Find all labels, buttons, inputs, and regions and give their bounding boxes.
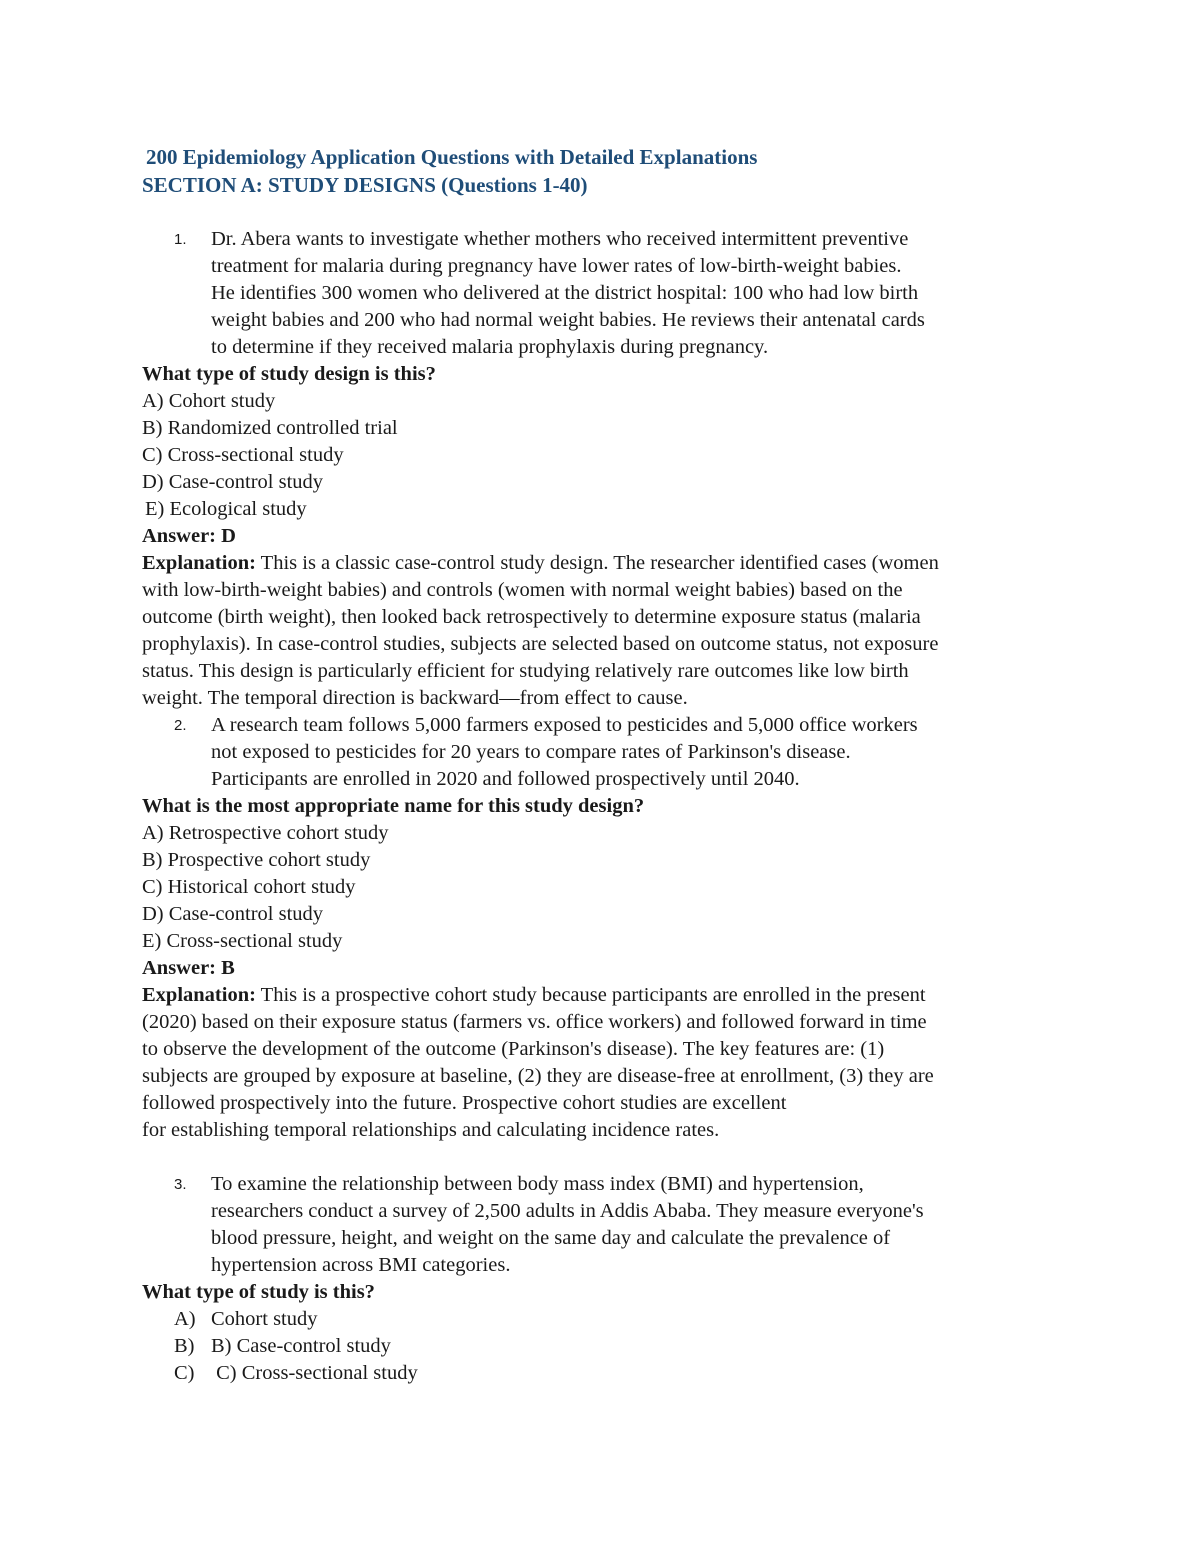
stem-line: He identifies 300 women who delivered at the district hospital: 100 who had low birth [211, 282, 919, 304]
stem-line: Dr. Abera wants to investigate whether mothers who received intermittent preventive [211, 228, 909, 250]
option-text: Cohort study [211, 1308, 318, 1330]
option: C) Historical cohort study [142, 876, 356, 898]
explanation-line: This is a classic case-control study design. The researcher identified cases (women [255, 552, 939, 574]
option-letter: C) [174, 1362, 195, 1384]
lettered-option [174, 1360, 1072, 1387]
stem-line: A research team follows 5,000 farmers exposed to pesticides and 5,000 office workers [211, 714, 918, 736]
stem-line: treatment for malaria during pregnancy have lower rates of low-birth-weight babies. [211, 255, 902, 277]
question-prompt: What type of study design is this? [142, 363, 436, 385]
option: E) Ecological study [145, 498, 307, 520]
document-page [142, 143, 1072, 1387]
stem-line: weight babies and 200 who had normal weight babies. He reviews their antenatal cards [211, 309, 925, 331]
spacer [142, 1144, 1072, 1171]
question-prompt: What type of study is this? [142, 1281, 375, 1303]
stem-line: not exposed to pesticides for 20 years to compare rates of Parkinson's disease. [211, 741, 851, 763]
question-stem [211, 1171, 1043, 1279]
option: B) Prospective cohort study [142, 849, 371, 871]
explanation-line: for establishing temporal relationships and calculating incidence rates. [142, 1119, 720, 1141]
explanation-label: Explanation: [142, 984, 256, 1006]
option-text: C) Cross-sectional study [211, 1362, 418, 1384]
option: C) Cross-sectional study [142, 444, 344, 466]
question-number: 3. [174, 1176, 187, 1193]
question-number: 2. [174, 717, 187, 734]
question-1-stem [174, 226, 1072, 361]
explanation-line: followed prospectively into the future. Prospective cohort studies are excellent [142, 1092, 787, 1114]
explanation-line: prophylaxis). In case-control studies, subjects are selected based on outcome status, not exposure [142, 633, 939, 655]
question-stem [211, 226, 1043, 361]
stem-line: Participants are enrolled in 2020 and followed prospectively until 2040. [211, 768, 800, 790]
explanation [142, 550, 1072, 712]
stem-line: To examine the relationship between body mass index (BMI) and hypertension, [211, 1173, 864, 1195]
question-stem [211, 712, 1043, 793]
document-title: 200 Epidemiology Application Questions with Detailed Explanations [146, 145, 758, 169]
explanation-line: weight. The temporal direction is backward—from effect to cause. [142, 687, 688, 709]
stem-line: researchers conduct a survey of 2,500 adults in Addis Ababa. They measure everyone's [211, 1200, 924, 1222]
explanation [142, 982, 1072, 1144]
stem-line: to determine if they received malaria prophylaxis during pregnancy. [211, 336, 769, 358]
stem-line: hypertension across BMI categories. [211, 1254, 511, 1276]
section-heading: SECTION A: STUDY DESIGNS (Questions 1-40) [142, 173, 588, 197]
option: D) Case-control study [142, 471, 324, 493]
explanation-line: subjects are grouped by exposure at baseline, (2) they are disease-free at enrollment, (3) they are [142, 1065, 934, 1087]
explanation-line: This is a prospective cohort study because participants are enrolled in the present [255, 984, 926, 1006]
option: B) Randomized controlled trial [142, 417, 398, 439]
question-3-stem [174, 1171, 1072, 1279]
question-2-stem [174, 712, 1072, 793]
question-prompt: What is the most appropriate name for this study design? [142, 795, 645, 817]
option: D) Case-control study [142, 903, 324, 925]
explanation-line: to observe the development of the outcome (Parkinson's disease). The key features are: (1) [142, 1038, 885, 1060]
option-text: B) Case-control study [211, 1335, 391, 1357]
lettered-option [174, 1333, 1072, 1360]
explanation-label: Explanation: [142, 552, 256, 574]
stem-line: blood pressure, height, and weight on the same day and calculate the prevalence of [211, 1227, 891, 1249]
explanation-line: status. This design is particularly efficient for studying relatively rare outcomes like low birth [142, 660, 909, 682]
spacer [142, 199, 1072, 226]
option: A) Cohort study [142, 390, 276, 412]
answer: Answer: B [142, 957, 235, 979]
option-letter: B) [174, 1335, 195, 1357]
lettered-option [174, 1306, 1072, 1333]
explanation-line: (2020) based on their exposure status (farmers vs. office workers) and followed forward in time [142, 1011, 927, 1033]
explanation-line: with low-birth-weight babies) and controls (women with normal weight babies) based on the [142, 579, 903, 601]
explanation-line: outcome (birth weight), then looked back retrospectively to determine exposure status (malaria [142, 606, 921, 628]
option: A) Retrospective cohort study [142, 822, 389, 844]
answer: Answer: D [142, 525, 236, 547]
question-number: 1. [174, 231, 187, 248]
option: E) Cross-sectional study [142, 930, 343, 952]
option-letter: A) [174, 1308, 196, 1330]
